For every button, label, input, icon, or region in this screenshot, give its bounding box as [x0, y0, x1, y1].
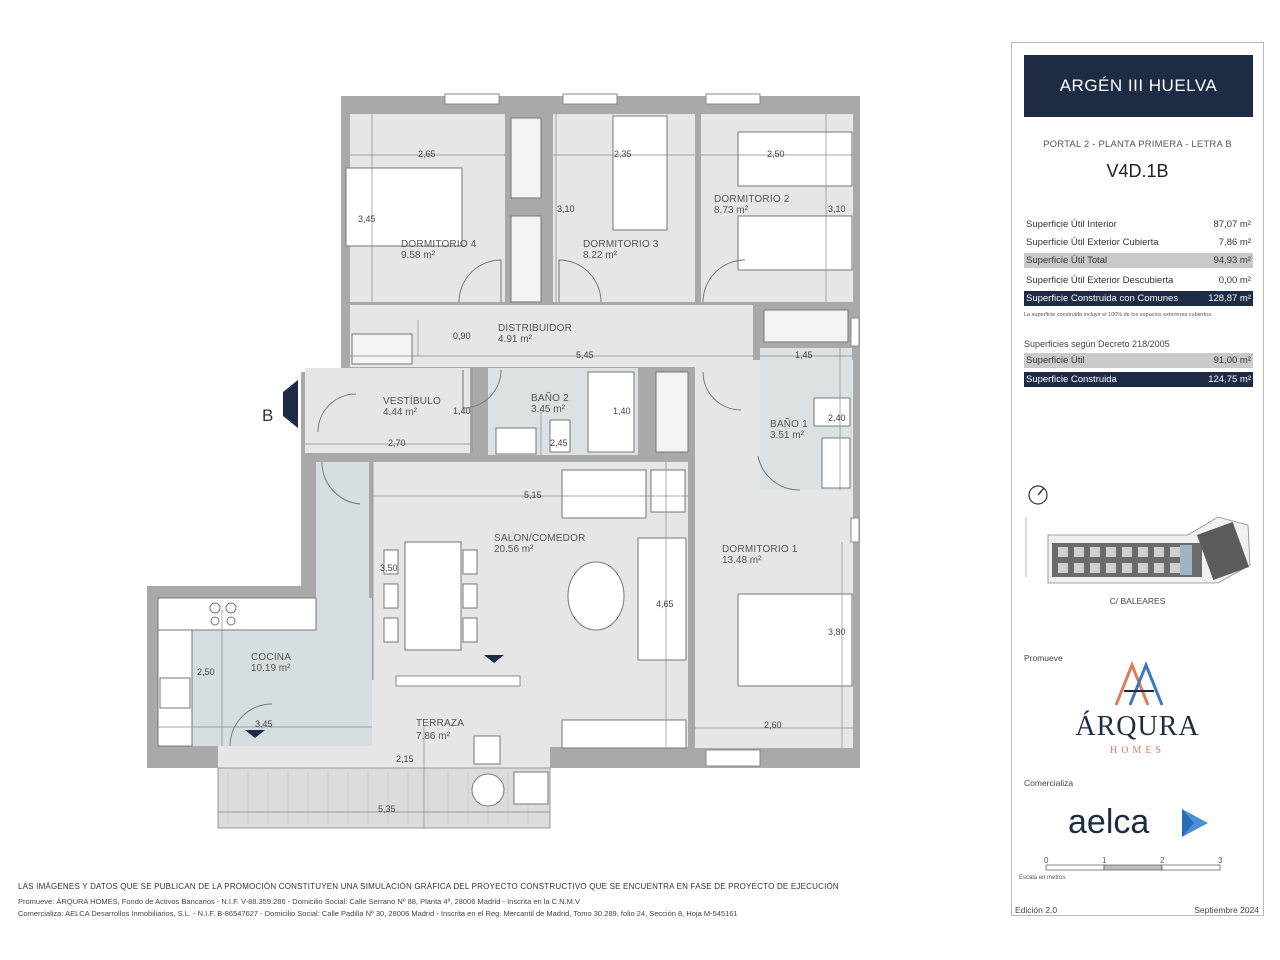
- dimension-label: 1,40: [453, 406, 471, 416]
- dimension-label: 0,90: [453, 331, 471, 341]
- info-panel: [1011, 42, 1264, 916]
- scale-tick: 1: [1102, 856, 1107, 865]
- scale-tick: 2: [1160, 856, 1165, 865]
- surface-label: Superficie Útil Exterior Cubierta: [1026, 237, 1159, 248]
- disclaimer-line: Promueve: ÁRQURA HOMES, Fondo de Activos Bancarios - N.I.F. V-88.359.286 - Domicilio Social: Calle Serrano Nº 88, Planta 4ª, 28006 Madrid - Inscrita en la C.N.M.V: [18, 897, 581, 906]
- entrance-arrow-icon: [283, 380, 298, 428]
- room-area: 3.51 m²: [770, 430, 804, 441]
- dimension-label: 1,45: [795, 350, 813, 360]
- rug: [568, 562, 624, 630]
- project-title: ARGÉN III HUELVA: [1024, 55, 1253, 117]
- room-name: DORMITORIO 2: [714, 194, 790, 205]
- dimension-label: 2,15: [396, 754, 414, 764]
- dimension-label: 2,70: [388, 438, 406, 448]
- aelca-arrow-icon: [1180, 807, 1210, 839]
- promoter-label: Promueve: [1024, 653, 1063, 663]
- dimension-label: 2,45: [550, 438, 568, 448]
- room-area: 3.45 m²: [531, 404, 565, 415]
- room-name: BAÑO 2: [531, 393, 569, 404]
- surface-value: 0,00 m²: [1218, 275, 1251, 286]
- surface-row: [1024, 273, 1253, 288]
- entrance-letter: B: [262, 406, 274, 425]
- scale-bar: [1036, 856, 1236, 876]
- room-name: VESTÍBULO: [383, 396, 441, 407]
- decree-label: Superficie Construida: [1026, 374, 1117, 385]
- dimension-label: 2,60: [764, 720, 782, 730]
- room-area: 7.86 m²: [416, 731, 450, 742]
- room-area: 8.73 m²: [714, 205, 748, 216]
- surface-row: [1024, 291, 1253, 306]
- surface-label: Superficie Útil Interior: [1026, 219, 1117, 230]
- promoter-sub: HOMES: [1109, 745, 1165, 756]
- dimension-label: 3,10: [828, 204, 846, 214]
- surface-note: La superficie construida incluye el 100% de los espacios exteriores cubiertos.: [1024, 312, 1213, 318]
- dimension-label: 5,35: [378, 804, 396, 814]
- dimension-label: 2,50: [767, 149, 785, 159]
- unit-code: V4D.1B: [1106, 161, 1169, 181]
- disclaimer-line: Comercializa: AELCA Desarrollos Inmobiliarios, S.L. - N.I.F. B-86547627 - Domicilio Social: Calle Padilla Nº 30, 28006 Madrid - Inscrita en el Reg. Mercantil de Madrid, Tomo 30.289, folio 24, Sección 8, Hoja M-545161: [18, 909, 738, 918]
- surface-value: 94,93 m²: [1213, 255, 1251, 266]
- room-name: TERRAZA: [416, 718, 465, 729]
- room-area: 13.48 m²: [722, 555, 762, 566]
- scale-tick: 0: [1044, 856, 1049, 865]
- room-area: 20.56 m²: [494, 544, 534, 555]
- room-name: COCINA: [251, 652, 292, 663]
- decree-label: Superficie Útil: [1026, 355, 1085, 366]
- surface-row: [1024, 253, 1253, 268]
- surface-label: Superficie Construida con Comunes: [1026, 293, 1179, 304]
- surface-row: [1024, 235, 1253, 250]
- disclaimer-line: LAS IMÁGENES Y DATOS QUE SE PUBLICAN DE LA PROMOCIÓN CONSTITUYEN UNA SIMULACIÓN GRÁFICA DEL PROYECTO CONSTRUCTIVO QUE SE ENCUENTRA EN FASE DE PROYECTO DE EJECUCIÓN: [18, 882, 839, 891]
- dimension-label: 2,35: [614, 149, 632, 159]
- room-area: 4.91 m²: [498, 334, 532, 345]
- surface-value: 128,87 m²: [1208, 293, 1251, 304]
- room-area: 8.22 m²: [583, 250, 617, 261]
- decree-row: [1024, 353, 1253, 368]
- room-area: 9.58 m²: [401, 250, 435, 261]
- dimension-label: 5,45: [576, 350, 594, 360]
- edition: Edición 2.0: [1015, 905, 1058, 915]
- dimension-label: 5,15: [524, 490, 542, 500]
- decree-value: 91,00 m²: [1213, 355, 1251, 366]
- room-name: BAÑO 1: [770, 419, 808, 430]
- dimension-label: 3,45: [255, 719, 273, 729]
- arqura-logo: [1112, 661, 1166, 707]
- compass-icon: [1026, 483, 1050, 507]
- room-name: DORMITORIO 3: [583, 239, 659, 250]
- dimension-label: 2,50: [197, 667, 215, 677]
- promoter-name: ÁRQURA: [1075, 711, 1200, 742]
- dimension-label: 1,40: [613, 406, 631, 416]
- dimension-label: 4,65: [656, 599, 674, 609]
- room-name: DORMITORIO 1: [722, 544, 798, 555]
- site-map: [1018, 505, 1260, 589]
- scale-tick: 3: [1218, 856, 1223, 865]
- seller-label: Comercializa: [1024, 778, 1074, 788]
- surface-value: 87,07 m²: [1213, 219, 1251, 230]
- dimension-label: 3,10: [557, 204, 575, 214]
- dimension-label: 3,80: [828, 627, 846, 637]
- surface-row: [1024, 217, 1253, 232]
- room-name: DORMITORIO 4: [401, 239, 477, 250]
- decree-row: [1024, 372, 1253, 387]
- room-area: 10.19 m²: [251, 663, 291, 674]
- dimension-label: 2,40: [828, 413, 846, 423]
- surface-value: 7,86 m²: [1218, 237, 1251, 248]
- dimension-label: 3,50: [380, 563, 398, 573]
- dimension-label: 3,45: [358, 214, 376, 224]
- edition-date: Septiembre 2024: [1194, 905, 1259, 915]
- unit-location: PORTAL 2 - PLANTA PRIMERA - LETRA B: [1043, 139, 1232, 150]
- surface-label: Superficie Útil Total: [1026, 255, 1108, 266]
- room-name: SALON/COMEDOR: [494, 533, 586, 544]
- dimension-label: 2,65: [418, 149, 436, 159]
- street-label: C/ BALEARES: [1109, 596, 1166, 606]
- room-area: 4.44 m²: [383, 407, 417, 418]
- decree-value: 124,75 m²: [1208, 374, 1251, 385]
- surface-label: Superficie Útil Exterior Descubierta: [1026, 275, 1174, 286]
- scale-label: Escala en metros: [1019, 875, 1066, 881]
- decree-heading: Superficies según Decreto 218/2005: [1024, 339, 1170, 349]
- seller-name: aelca: [1068, 803, 1150, 841]
- room-name: DISTRIBUIDOR: [498, 323, 573, 334]
